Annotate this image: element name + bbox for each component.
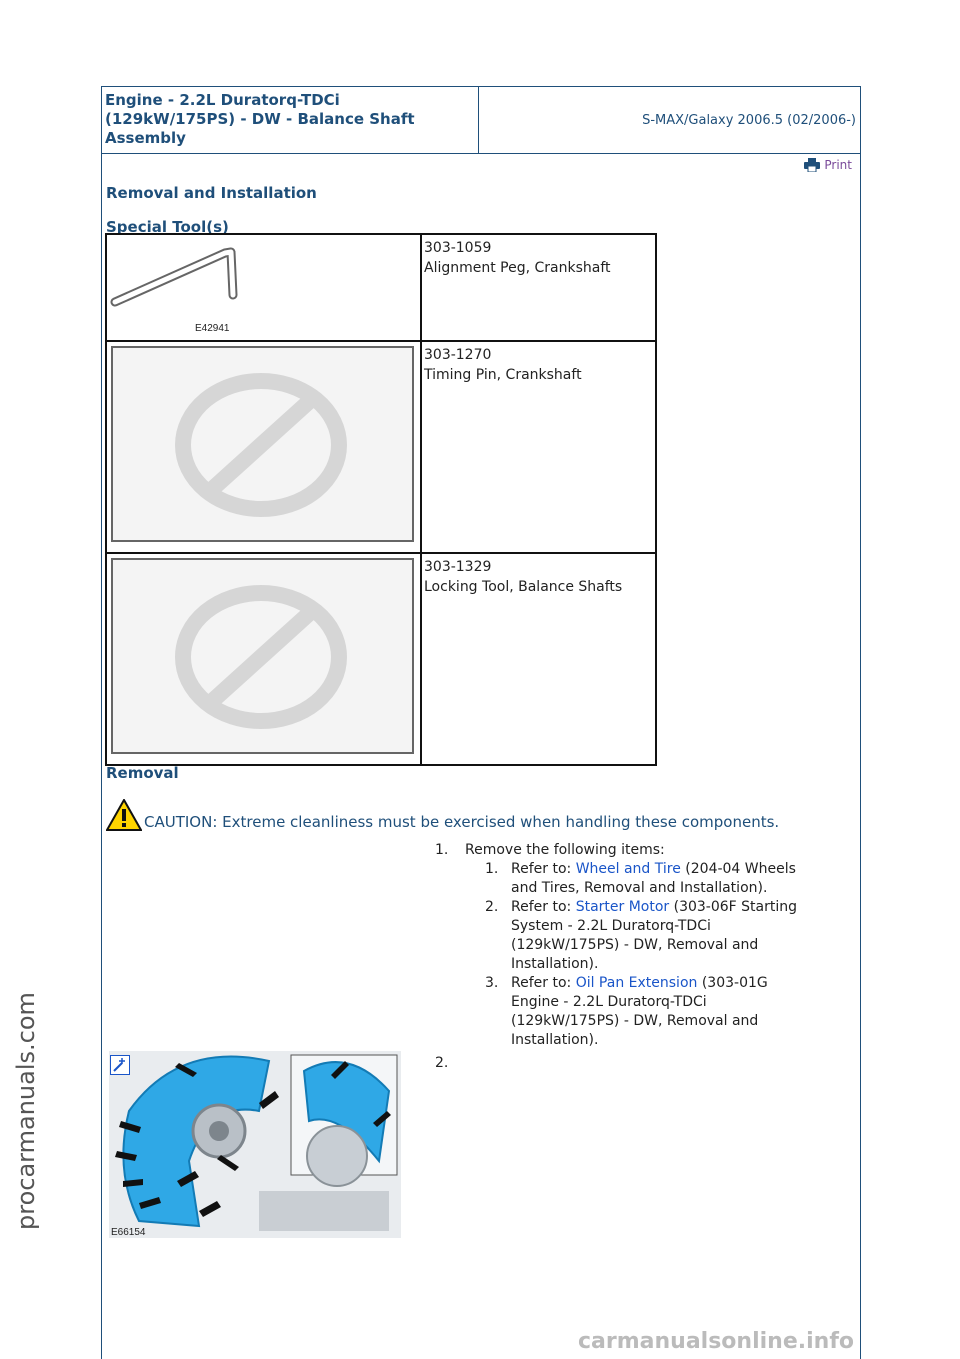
step-2-image-label: E66154	[111, 1227, 146, 1238]
step-2-illustration[interactable]	[109, 1051, 401, 1238]
title-line-2: (129kW/175PS) - DW - Balance Shaft	[105, 110, 415, 128]
tool-text-cell	[421, 553, 656, 765]
table-row	[106, 341, 656, 553]
wheel-arch-liner-image	[109, 1051, 401, 1238]
refer-prefix: Refer to:	[511, 975, 572, 991]
header-title-cell	[102, 87, 479, 153]
tool-code: 303-1329	[424, 559, 492, 575]
table-row	[106, 234, 656, 341]
tool-name: Locking Tool, Balance Shafts	[424, 579, 623, 595]
title-line-1: Engine - 2.2L Duratorq-TDCi	[105, 91, 340, 109]
special-tools-title: Special Tool(s)	[106, 218, 229, 236]
starter-motor-link[interactable]: Starter Motor	[575, 899, 670, 915]
header	[102, 87, 860, 154]
item-number: 2.	[485, 899, 499, 915]
tool-image-cell	[106, 341, 421, 553]
print-button[interactable]	[804, 158, 852, 172]
item-detail: and Tires, Removal and Installation).	[511, 880, 768, 896]
wheel-and-tire-link[interactable]: Wheel and Tire	[575, 861, 681, 877]
item-text	[511, 974, 841, 1050]
tool-code: 303-1059	[424, 240, 492, 256]
oil-pan-extension-link[interactable]: Oil Pan Extension	[575, 975, 698, 991]
caution-text: CAUTION: Extreme cleanliness must be exercised when handling these components.	[144, 813, 780, 831]
item-detail: System - 2.2L Duratorq-TDCi	[511, 918, 711, 934]
tool-name: Alignment Peg, Crankshaft	[424, 260, 611, 276]
tool-text-cell	[421, 234, 656, 341]
page-title	[105, 91, 465, 148]
tool-text-cell	[421, 341, 656, 553]
table-row	[106, 553, 656, 765]
tool-image-label: E42941	[195, 323, 230, 334]
image-unavailable-placeholder	[111, 346, 414, 542]
item-number: 1.	[485, 861, 499, 877]
warning-icon	[106, 799, 142, 831]
bottom-watermark: carmanualsonline.info	[578, 1329, 854, 1354]
no-image-icon	[173, 371, 349, 519]
tool-code: 303-1270	[424, 347, 492, 363]
printer-icon	[804, 158, 820, 172]
item-number: 3.	[485, 975, 499, 991]
title-line-3: Assembly	[105, 129, 186, 147]
page-frame	[101, 86, 861, 1359]
tool-image-cell	[106, 553, 421, 765]
caution-note	[106, 799, 779, 831]
magnify-icon[interactable]	[110, 1055, 130, 1075]
item-text	[511, 860, 841, 898]
item-detail: (129kW/175PS) - DW, Removal and	[511, 937, 759, 953]
special-tools-table	[105, 233, 657, 766]
item-detail: (204-04 Wheels	[680, 861, 796, 877]
item-detail: Installation).	[511, 956, 599, 972]
refer-prefix: Refer to:	[511, 899, 572, 915]
removal-title: Removal	[106, 764, 179, 782]
step-2: 2.	[435, 1055, 449, 1071]
tool-image-cell	[106, 234, 421, 341]
no-image-icon	[173, 583, 349, 731]
section-title: Removal and Installation	[106, 184, 317, 202]
item-detail: Installation).	[511, 1032, 599, 1048]
alignment-peg-image	[107, 235, 420, 334]
image-unavailable-placeholder	[111, 558, 414, 754]
item-detail: (303-01G	[697, 975, 768, 991]
step-number: 1.	[435, 842, 449, 858]
tool-name: Timing Pin, Crankshaft	[424, 367, 582, 383]
side-watermark: procarmanuals.com	[12, 992, 40, 1230]
item-text	[511, 898, 841, 974]
model-label: S-MAX/Galaxy 2006.5 (02/2006-)	[642, 113, 856, 128]
item-detail: (129kW/175PS) - DW, Removal and	[511, 1013, 759, 1029]
item-detail: Engine - 2.2L Duratorq-TDCi	[511, 994, 707, 1010]
refer-prefix: Refer to:	[511, 861, 572, 877]
item-detail: (303-06F Starting	[669, 899, 798, 915]
step-text: Remove the following items:	[465, 842, 665, 858]
print-label: Print	[824, 158, 852, 172]
